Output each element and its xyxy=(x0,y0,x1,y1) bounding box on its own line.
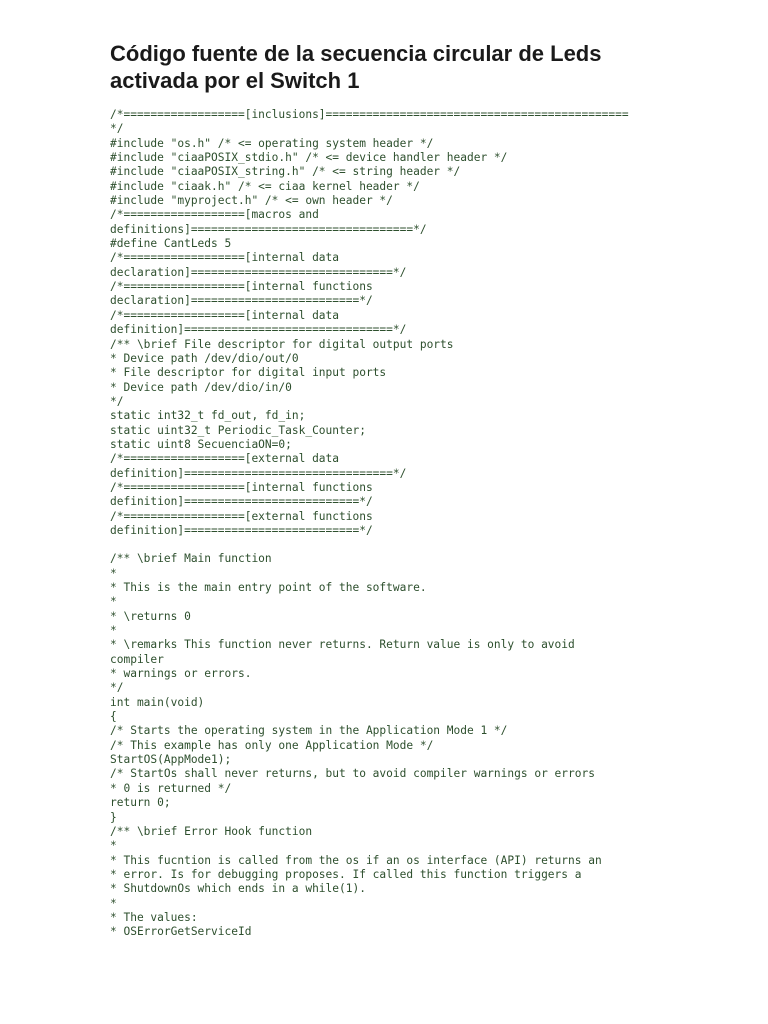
code-line: * The values: xyxy=(110,910,198,924)
code-line: * xyxy=(110,624,117,638)
code-line: int main(void) xyxy=(110,695,205,709)
code-line: /* This example has only one Application Mode */ xyxy=(110,738,434,752)
code-line: #include "ciaak.h" /* <= ciaa kernel header */ xyxy=(110,179,420,193)
code-line: static uint32_t Periodic_Task_Counter; xyxy=(110,423,366,437)
document-title-line-1: Código fuente de la secuencia circular de Leds xyxy=(110,41,602,66)
code-line: * xyxy=(110,896,117,910)
code-line: /*==================[external data xyxy=(110,452,340,466)
code-line: #include "ciaaPOSIX_stdio.h" /* <= device handler header */ xyxy=(110,151,508,165)
code-line: * ShutdownOs which ends in a while(1). xyxy=(110,882,366,896)
document-title-line-2: activada por el Switch 1 xyxy=(110,68,360,93)
code-line: * warnings or errors. xyxy=(110,667,252,681)
code-line: /*==================[inclusions]============================================= xyxy=(110,108,629,121)
code-line: StartOS(AppMode1); xyxy=(110,753,232,767)
code-line: { xyxy=(110,710,117,724)
code-line: declaration]==============================*/ xyxy=(110,265,407,279)
code-line: #define CantLeds 5 xyxy=(110,237,232,251)
code-line: * This is the main entry point of the software. xyxy=(110,581,427,594)
document-page xyxy=(110,40,750,940)
code-line: /** \brief Error Hook function xyxy=(110,824,313,838)
code-line: #include "ciaaPOSIX_string.h" /* <= string header */ xyxy=(110,165,461,179)
code-line: static int32_t fd_out, fd_in; xyxy=(110,409,306,423)
source-code-block xyxy=(110,108,750,940)
code-line: * xyxy=(110,566,117,580)
code-line: definition]===============================*/ xyxy=(110,466,407,480)
code-line xyxy=(110,538,750,552)
code-line: /*==================[internal functions xyxy=(110,280,373,294)
code-line: */ xyxy=(110,681,124,695)
code-line: * OSErrorGetServiceId xyxy=(110,925,252,939)
code-line: * Device path /dev/dio/out/0 xyxy=(110,351,299,365)
code-line: * This fucntion is called from the os if an os interface (API) returns an xyxy=(110,853,602,867)
code-line: */ xyxy=(110,122,124,136)
code-line: #include "myproject.h" /* <= own header */ xyxy=(110,194,393,208)
code-line: * xyxy=(110,595,117,609)
code-line: * \returns 0 xyxy=(110,609,191,623)
code-line: declaration]=========================*/ xyxy=(110,294,373,308)
code-line: /*==================[external functions xyxy=(110,509,373,523)
code-line: definition]===============================*/ xyxy=(110,323,407,337)
code-line: #include "os.h" /* <= operating system header */ xyxy=(110,136,434,150)
code-line: * File descriptor for digital input ports xyxy=(110,366,387,380)
code-line: /* StartOs shall never returns, but to avoid compiler warnings or errors xyxy=(110,767,595,781)
code-line: } xyxy=(110,810,117,824)
code-line: definitions]=================================*/ xyxy=(110,222,427,236)
code-line: * 0 is returned */ xyxy=(110,781,232,795)
code-line: * \remarks This function never returns. Return value is only to avoid xyxy=(110,638,575,652)
code-line: /*==================[internal functions xyxy=(110,480,373,494)
code-line: */ xyxy=(110,394,124,408)
code-line: definition]==========================*/ xyxy=(110,495,373,509)
code-line: /** \brief File descriptor for digital output ports xyxy=(110,337,454,351)
code-line: /** \brief Main function xyxy=(110,552,272,566)
code-line: * xyxy=(110,839,117,853)
code-line: /*==================[internal data xyxy=(110,251,340,265)
document-title xyxy=(110,40,750,94)
code-line: definition]==========================*/ xyxy=(110,523,373,537)
code-line: static uint8 SecuenciaON=0; xyxy=(110,437,292,451)
code-line: return 0; xyxy=(110,796,171,810)
code-line: * error. Is for debugging proposes. If called this function triggers a xyxy=(110,867,582,881)
code-line: /* Starts the operating system in the Application Mode 1 */ xyxy=(110,724,508,738)
code-line: * Device path /dev/dio/in/0 xyxy=(110,380,292,394)
code-line: compiler xyxy=(110,652,164,666)
code-line: /*==================[internal data xyxy=(110,308,340,322)
code-line: /*==================[macros and xyxy=(110,208,319,222)
